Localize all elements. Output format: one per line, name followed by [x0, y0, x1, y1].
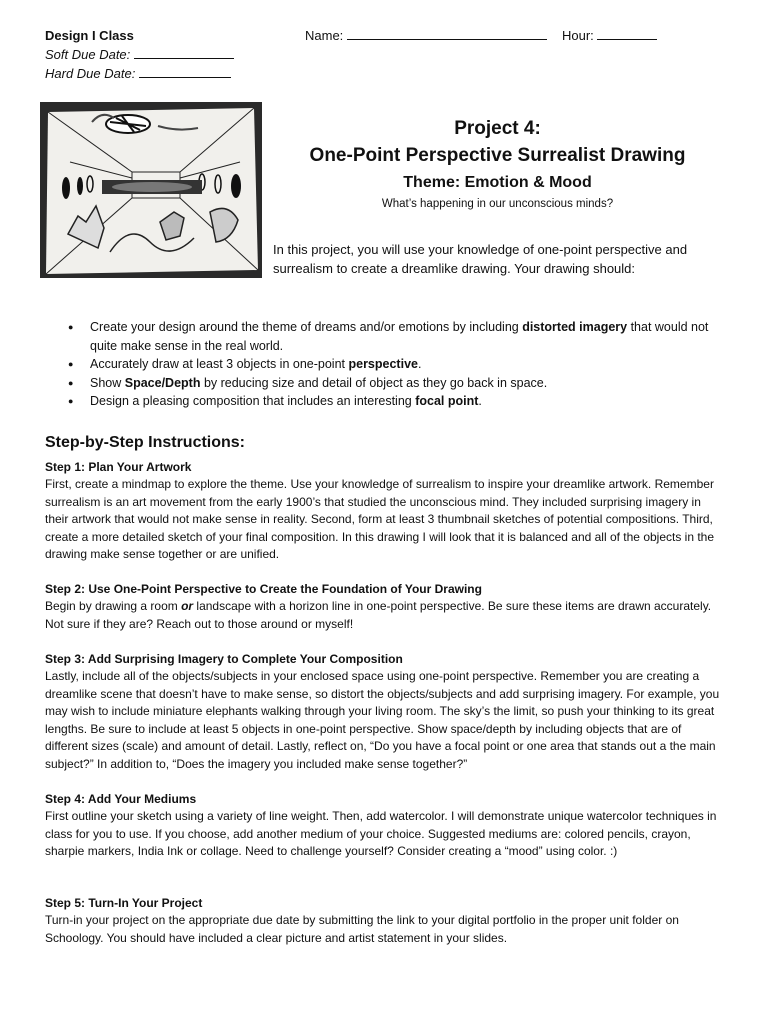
intro-paragraph: In this project, you will use your knowledge of one-point perspective and surrealism to create a dreamlike drawing. Your drawing should: — [273, 242, 688, 276]
hour-blank[interactable] — [597, 26, 657, 40]
surrealist-drawing-image — [40, 102, 262, 278]
step-1-body: First, create a mindmap to explore the theme. Use your knowledge of surrealism to inspire your dreamlike artwork. Remember surrealism is an art movement from the early 1900’s that studied the unconscious mind. They included surprising imagery in their artwork that would not make sense in reality. Second, form at least 3 thumbnail sketches of potential compositions. Third, create a more detailed sketch of your final composition. In this drawing I will look that it is balanced and all of the objects in the drawing make sense together or are unified. — [45, 477, 715, 561]
hard-due-blank[interactable] — [139, 64, 231, 78]
requirements-list — [68, 318, 728, 411]
hard-due-date — [45, 64, 231, 83]
hour-field — [562, 26, 657, 45]
step-3-heading: Step 3: Add Surprising Imagery to Complete Your Composition — [45, 652, 403, 666]
project-number-title: Project 4: — [454, 118, 541, 139]
step-3-body: Lastly, include all of the objects/subjects in your enclosed space using one-point perspective. Remember you are creating a dreamlike scene that doesn’t have to make sense, so distort the objects/subjects and add surprising imagery. For example, you may wish to include miniature elephants walking through your living room. The sky’s the limit, so push your thinking to its great lengths. Be sure to include at least 5 objects in one-point perspective. Show space/depth by including objects that are of different sizes (scale) and amount of detail. Lastly, reflect on, “Do you have a focal point or one area that stands out a the main subject?” In addition to, “Does the imagery you included make sense together?” — [45, 669, 720, 771]
theme-question: What’s happening in our unconscious minds? — [381, 198, 614, 210]
hard-due-label: Hard Due Date: — [45, 66, 136, 81]
step-1-heading: Step 1: Plan Your Artwork — [45, 460, 192, 474]
list-item: ● Design a pleasing composition that includes an interesting focal point. — [68, 392, 728, 411]
list-item: ● Create your design around the theme of dreams and/or emotions by including distorted imagery that would not quite make sense in the real world. — [68, 318, 728, 355]
soft-due-blank[interactable] — [134, 45, 234, 59]
name-blank[interactable] — [347, 26, 547, 40]
soft-due-label: Soft Due Date: — [45, 47, 131, 62]
list-item: ● Show Space/Depth by reducing size and detail of object as they go back in space. — [68, 374, 728, 393]
step-4-heading: Step 4: Add Your Mediums — [45, 792, 197, 806]
name-field — [305, 26, 547, 45]
steps-heading: Step-by-Step Instructions: — [45, 434, 246, 451]
step-5-heading: Step 5: Turn-In Your Project — [45, 896, 203, 910]
example-artwork-photo — [40, 102, 262, 278]
step-2-heading: Step 2: Use One-Point Perspective to Create the Foundation of Your Drawing — [45, 582, 482, 596]
step-5-body: Turn-in your project on the appropriate due date by submitting the link to your digital portfolio in the proper unit folder on Schoology. You should have included a clear picture and artist statement in your slides. — [45, 913, 679, 945]
soft-due-date — [45, 45, 234, 64]
list-item: ● Accurately draw at least 3 objects in one-point perspective. — [68, 355, 728, 374]
hour-label: Hour: — [562, 28, 594, 43]
step-2-body: Begin by drawing a room or landscape with a horizon line in one-point perspective. Be sure these items are drawn accurately. Not sure if they are? Reach out to those around or myself! — [45, 599, 712, 631]
class-label: Design I Class — [45, 28, 134, 43]
step-4-body: First outline your sketch using a variety of line weight. Then, add watercolor. I will demonstrate unique watercolor techniques in class for you to use. If you choose, add another medium of your choice. Suggested mediums are: colored pencils, crayon, sharpie markers, India Ink or collage. Need to challenge yourself? Consider creating a “mood” using color. :) — [45, 809, 717, 858]
project-name-title: One-Point Perspective Surrealist Drawing — [309, 145, 686, 166]
theme-subtitle: Theme: Emotion & Mood — [403, 174, 592, 191]
name-label: Name: — [305, 28, 344, 43]
